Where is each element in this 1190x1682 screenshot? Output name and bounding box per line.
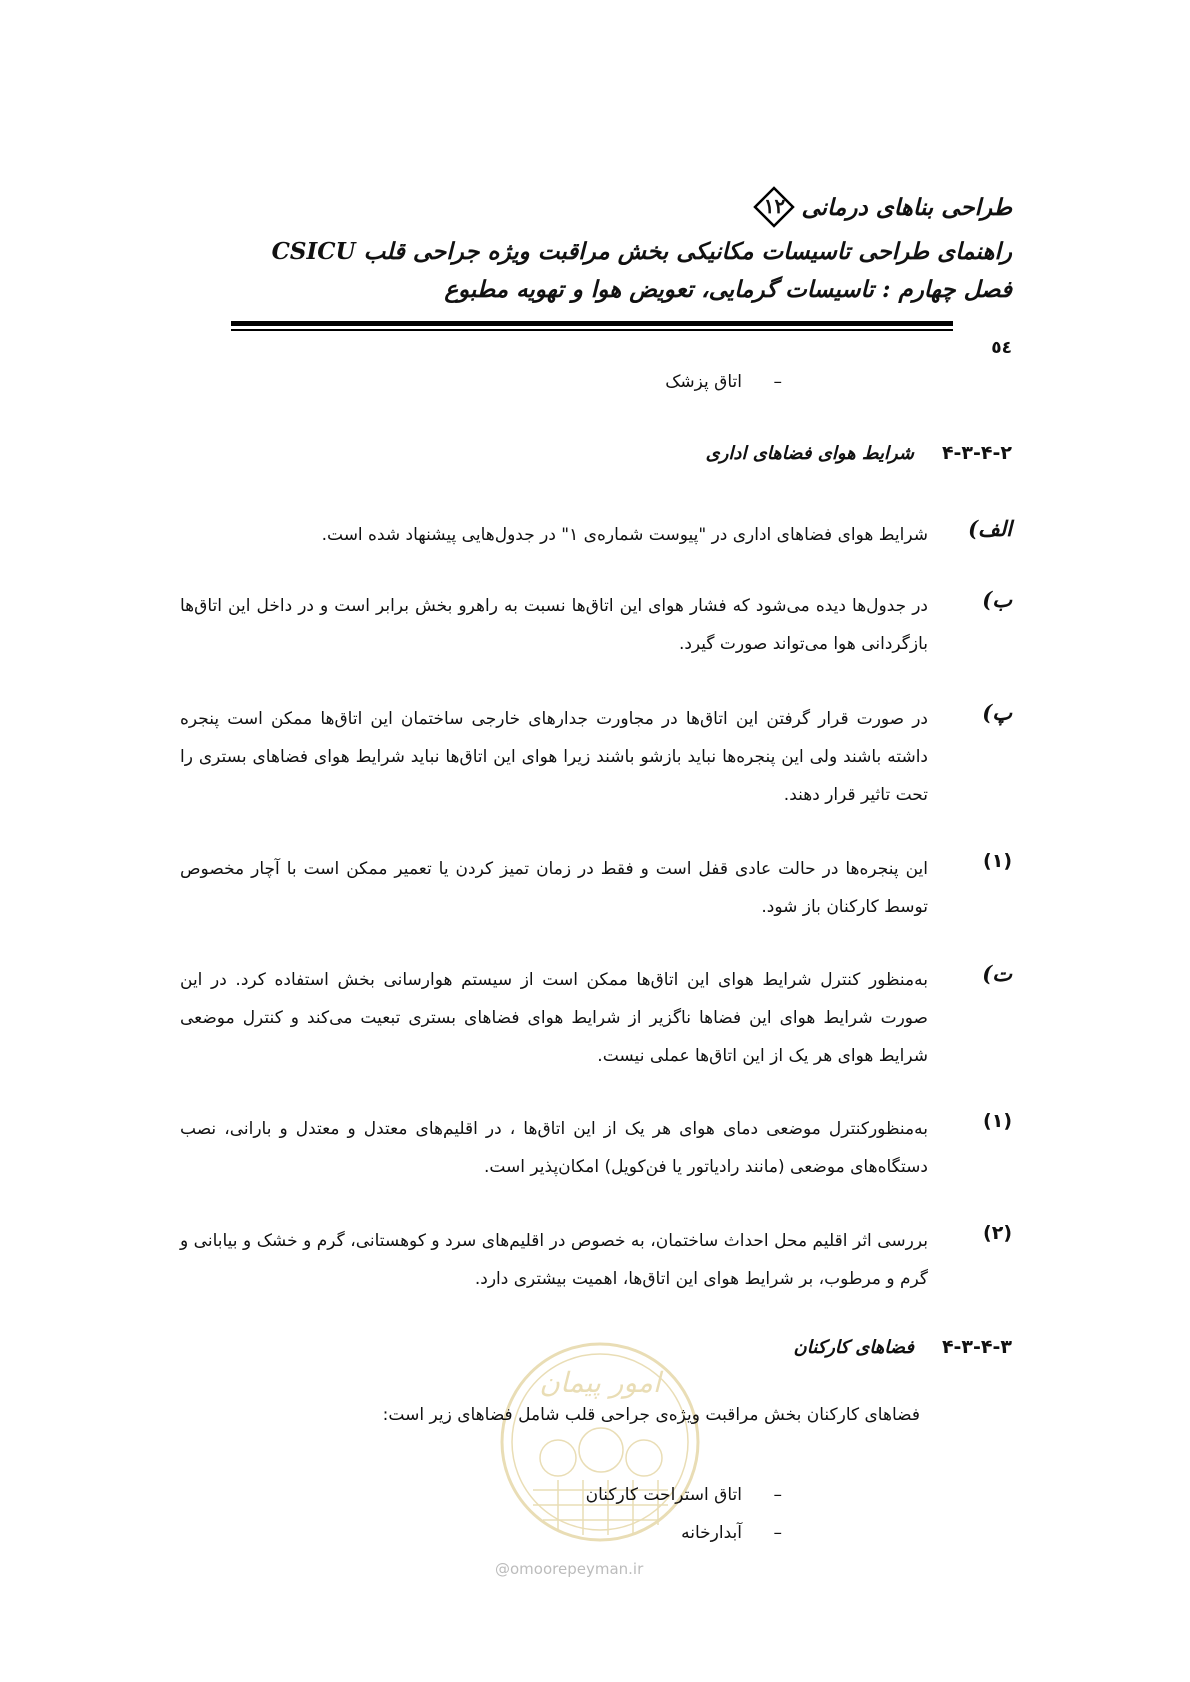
subclause-text: این پنجره‌ها در حالت عادی قفل است و فقط در زمان تمیز کردن یا تعمیر ممکن است با آچار مخصوص توسط کارکنان باز شود. [180,859,928,917]
section-heading [794,1336,1012,1358]
clause-marker: پ) [982,700,1012,725]
page-number: ٥٤ [991,338,1012,358]
list-item [586,1485,782,1505]
subclause-text: به‌منظورکنترل موضعی دمای هوای هر یک از این اتاق‌ها ، در اقلیم‌های معتدل و معتدل و بارانی، نصب دستگاه‌های موضعی (مانند رادیاتور یا فن‌کویل) امکان‌پذیر است. [180,1119,928,1177]
subclause-pe-1 [180,850,1012,926]
watermark-logo-text: امور پیمان [539,1366,661,1399]
section-title: فضاهای کارکنان [793,1336,914,1358]
section-number: ۴-۳-۴-۲ [941,442,1012,464]
header-book-title: طراحی بناهای درمانی [801,193,1012,221]
list-item-text: اتاق استراحت کارکنان [585,1485,742,1505]
header-line2: راهنمای طراحی تاسیسات مکانیکی بخش مراقبت ویژه جراحی قلب CSICU [271,238,1012,265]
clause-alef [180,516,1012,554]
list-item [681,1523,782,1543]
header-line1 [753,186,1012,228]
subclause-marker: (۱) [983,850,1012,872]
staff-intro-text: فضاهای کارکنان بخش مراقبت ویژه‌ی جراحی قلب شامل فضاهای زیر است: [382,1405,920,1425]
clause-text: شرایط هوای فضاهای اداری در "پیوست شماره‌ی ۱" در جدول‌هایی پیشنهاد شده است. [321,525,928,545]
clause-text: در جدول‌ها دیده می‌شود که فشار هوای این اتاق‌ها نسبت به راهرو بخش برابر است و در داخل این اتاق‌ها بازگردانی هوا می‌تواند صورت گیرد. [180,596,928,654]
list-item-text: اتاق پزشک [665,372,742,392]
header-rule-thick [231,321,953,326]
clause-marker: ت) [982,961,1012,986]
section-title: شرایط هوای فضاهای اداری [705,442,914,464]
header-line3: فصل چهارم : تاسیسات گرمایی، تعویض هوا و تهویه مطبوع [444,276,1012,303]
clause-text: در صورت قرار گرفتن این اتاق‌ها در مجاورت جدارهای خارجی ساختمان این اتاق‌ها ممکن است پنجره داشته باشند ولی این پنجره‌ها نباید بازشو باشند زیرا هوای این اتاق‌ها نباید شرایط هوای فضاهای بستری را تحت تاثیر قرار دهند. [180,709,928,805]
subclause-te-2 [180,1222,1012,1298]
watermark-logo [498,1340,703,1545]
list-item [665,372,782,392]
subclause-te-1 [180,1110,1012,1186]
clause-marker: ب) [982,587,1012,612]
subclause-text: بررسی اثر اقلیم محل احداث ساختمان، به خصوص در اقلیم‌های سرد و کوهستانی، گرم و خشک و بیابانی و گرم و مرطوب، بر شرایط هوای این اتاق‌ها، اهمیت بیشتری دارد. [180,1231,928,1289]
clause-marker: الف) [968,516,1012,541]
volume-number: ۱۲ [763,194,786,218]
section-heading [706,442,1012,464]
list-item-text: آبدارخانه [681,1523,742,1543]
section-number: ۴-۳-۴-۳ [941,1336,1012,1358]
header-rule-thin [231,329,953,331]
list-dash: – [773,372,782,392]
watermark-url: @omoorepeyman.ir [495,1560,644,1578]
clause-pe [180,700,1012,814]
volume-badge [753,186,795,228]
clause-te [180,961,1012,1075]
clause-text: به‌منظور کنترل شرایط هوای این اتاق‌ها ممکن است از سیستم هوارسانی بخش استفاده کرد. در این صورت شرایط هوای این فضاها ناگزیر از شرایط هوای فضاهای بستری تبعیت می‌کند و کنترل موضعی شرایط هوای هر یک از این اتاق‌ها عملی نیست. [180,970,928,1066]
subclause-marker: (۱) [983,1110,1012,1132]
list-dash: – [773,1523,782,1543]
subclause-marker: (۲) [983,1222,1012,1244]
clause-be [180,587,1012,663]
list-dash: – [773,1485,782,1505]
